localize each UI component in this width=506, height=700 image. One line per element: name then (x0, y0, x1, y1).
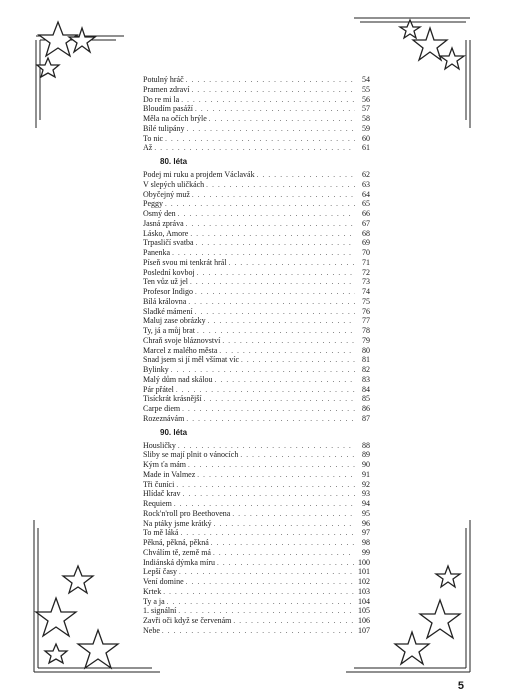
toc-entry (143, 597, 370, 607)
toc-page: 75 (362, 296, 370, 306)
toc-page: 77 (362, 316, 370, 326)
toc-entry (143, 209, 370, 219)
toc-title: Rozeznávám (143, 413, 185, 423)
toc-title: Pár přátel (143, 384, 174, 394)
toc-title: Rock'n'roll pro Beethovena (143, 508, 231, 518)
toc-entry (143, 489, 370, 499)
toc-entry (143, 180, 370, 190)
dot-leader (195, 105, 355, 115)
toc-title: Malý dům nad skálou (143, 374, 213, 384)
toc-entry (143, 277, 370, 287)
dot-leader (215, 376, 355, 386)
toc-title: Chraň svoje bláznovství (143, 335, 221, 345)
dot-leader (209, 115, 355, 125)
toc-title: To nic (143, 133, 164, 143)
toc-title: Trpasličí svatba (143, 238, 194, 248)
toc-page: 96 (362, 518, 370, 528)
toc-page: 79 (362, 335, 370, 345)
toc-title: Obyčejný muž (143, 189, 190, 199)
toc-title: Panenka (143, 248, 171, 257)
dot-leader (213, 549, 355, 559)
dot-leader (186, 76, 355, 86)
toc-entry (143, 460, 370, 470)
toc-page: 86 (362, 404, 370, 413)
toc-entry (143, 199, 370, 209)
dot-leader (195, 308, 355, 318)
toc-title: Až (143, 143, 153, 153)
dot-leader (241, 356, 355, 366)
toc-entry (143, 394, 370, 404)
toc-entry (143, 346, 370, 356)
toc-title: Sladké mámení (143, 306, 193, 316)
toc-entry (143, 326, 370, 336)
dot-leader (240, 451, 355, 461)
toc-title: Podej mi ruku a projdem Václavák (143, 170, 255, 179)
toc-page: 68 (362, 228, 370, 238)
dot-leader (186, 220, 355, 230)
dot-leader (188, 298, 355, 308)
toc-title: Zavři oči když se červenám (143, 616, 232, 625)
toc-entry (143, 75, 370, 85)
dot-leader (257, 171, 355, 181)
dot-leader (191, 86, 355, 96)
toc-title: Vení domine (143, 577, 184, 586)
toc-title: Sliby se mají plnit o vánocích (143, 450, 239, 460)
toc-page: 90 (362, 460, 370, 469)
toc-page: 105 (358, 606, 370, 616)
toc-page: 100 (358, 557, 370, 567)
toc-title: Bílá královna (143, 296, 187, 306)
toc-page: 80 (362, 345, 370, 355)
toc-entry (143, 258, 370, 268)
toc-title: Píseň svou mi tenkrát hrál (143, 257, 227, 267)
toc-entry (143, 509, 370, 519)
toc-entry (143, 85, 370, 95)
toc-title: Na ptáky jsme krátký (143, 518, 212, 528)
toc-title: Peggy (143, 199, 163, 209)
toc-page: 72 (362, 267, 370, 277)
toc-entry (143, 616, 370, 626)
toc-page: 74 (362, 287, 370, 296)
toc-page: 94 (362, 499, 370, 508)
toc-page: 71 (362, 257, 370, 267)
dot-leader (176, 386, 355, 396)
toc-entry (143, 238, 370, 248)
dot-leader (219, 347, 355, 357)
toc-title: Chválím tě, země má (143, 547, 211, 557)
toc-page: 88 (362, 440, 370, 450)
toc-page: 69 (362, 238, 370, 248)
toc-title: Requiem (143, 499, 172, 508)
toc-page: 59 (362, 123, 370, 133)
toc-page: 60 (362, 133, 370, 143)
dot-leader (181, 96, 355, 106)
toc-entry (143, 124, 370, 134)
toc-entry (143, 219, 370, 229)
toc-page: 97 (362, 528, 370, 538)
dot-leader (162, 627, 355, 637)
toc-page: 57 (362, 104, 370, 114)
toc-title: To mě láká (143, 528, 179, 538)
toc-title: Pěkná, pěkná, pěkná (143, 538, 209, 547)
toc-title: Poslední kovboj (143, 267, 195, 277)
toc-entry (143, 287, 370, 297)
toc-title: Pramen zdraví (143, 84, 190, 94)
toc-title: Kým ťa mám (143, 460, 186, 469)
dot-leader (183, 490, 355, 500)
toc-entry (143, 114, 370, 124)
dot-leader (176, 481, 355, 491)
toc-title: Potulný hráč (143, 75, 184, 84)
dot-leader (208, 317, 355, 327)
dot-leader (182, 405, 355, 415)
toc-entry (143, 470, 370, 480)
toc-title: Jasná zpráva (143, 218, 184, 228)
section-heading-90s: 90. léta (160, 427, 188, 437)
toc-page: 101 (358, 567, 370, 577)
dot-leader (195, 288, 355, 298)
toc-title: V slepých uličkách (143, 179, 205, 189)
toc-entry (143, 297, 370, 307)
toc-entry (143, 404, 370, 414)
toc-entry (143, 355, 370, 365)
toc-page: 65 (362, 199, 370, 209)
toc-page: 83 (362, 374, 370, 384)
toc-title: Snad jsem si jí měl všímat víc (143, 355, 239, 365)
toc-page: 62 (362, 170, 370, 179)
toc-title: 1. signální (143, 606, 177, 616)
toc-page: 55 (362, 84, 370, 94)
toc-entry (143, 558, 370, 568)
toc-title: Tisíckrát krásnější (143, 394, 202, 404)
toc-page: 92 (362, 479, 370, 489)
toc-title: Osmý den (143, 209, 176, 218)
toc-title: Marcel z malého města (143, 345, 218, 355)
toc-list-80s (143, 170, 370, 424)
toc-entry (143, 248, 370, 258)
dot-leader (233, 617, 355, 627)
toc-page: 106 (358, 616, 370, 625)
toc-entry (143, 499, 370, 509)
toc-page: 81 (362, 355, 370, 365)
dot-leader (165, 200, 355, 210)
toc-page: 98 (362, 538, 370, 547)
toc-entry (143, 567, 370, 577)
toc-title: Profesor Indigo (143, 287, 193, 296)
dot-leader (165, 135, 355, 145)
toc-page: 64 (362, 189, 370, 199)
toc-entry (143, 268, 370, 278)
toc-page: 84 (362, 384, 370, 394)
dot-leader (211, 539, 355, 549)
dot-leader (186, 578, 355, 588)
toc-page: 82 (362, 365, 370, 374)
toc-title: Tři čuníci (143, 479, 175, 489)
toc-page: 107 (358, 625, 370, 635)
toc-entry (143, 587, 370, 597)
toc-page: 73 (362, 277, 370, 287)
dot-leader (186, 415, 355, 425)
toc-title: Měla na očích brýle (143, 114, 207, 123)
toc-list-90s (143, 441, 370, 636)
toc-entry (143, 480, 370, 490)
toc-title: Do re mi la (143, 94, 180, 104)
toc-entry (143, 548, 370, 558)
toc-page: 58 (362, 114, 370, 123)
toc-entry (143, 441, 370, 451)
toc-title: Bylinky (143, 365, 169, 374)
toc-page: 91 (362, 469, 370, 479)
toc-entry (143, 134, 370, 144)
toc-entry (143, 606, 370, 616)
toc-page: 102 (358, 577, 370, 586)
toc-title: Ty a ja (143, 596, 165, 606)
toc-title: Carpe diem (143, 404, 181, 413)
toc-title: Bloudím pasáží (143, 104, 193, 114)
toc-page: 103 (358, 586, 370, 596)
dot-leader (197, 471, 355, 481)
toc-page: 95 (362, 508, 370, 518)
toc-entry (143, 190, 370, 200)
toc-title: Hlídač krav (143, 489, 181, 499)
toc-title: Indiánská dýmka míru (143, 557, 215, 567)
dot-leader (222, 337, 355, 347)
toc-page: 99 (362, 547, 370, 557)
toc-entry (143, 538, 370, 548)
toc-page: 56 (362, 94, 370, 104)
toc-page: 93 (362, 489, 370, 499)
dot-leader (190, 230, 355, 240)
dot-leader (229, 259, 355, 269)
toc-title: Housličky (143, 440, 176, 450)
page-number: 5 (457, 680, 464, 692)
dot-leader (187, 125, 355, 135)
toc-page: 85 (362, 394, 370, 404)
toc-entry (143, 104, 370, 114)
dot-leader (196, 239, 355, 249)
toc-page: 76 (362, 306, 370, 316)
toc-title: Maluj zase obrázky (143, 316, 206, 326)
toc-page: 89 (362, 450, 370, 460)
dot-leader (217, 559, 355, 569)
toc-entry (143, 307, 370, 317)
toc-entry (143, 626, 370, 636)
toc-entry (143, 577, 370, 587)
toc-entry (143, 519, 370, 529)
toc-title: Made in Valmez (143, 469, 196, 479)
toc-page: 66 (362, 209, 370, 218)
toc-title: Ty, já a můj brat (143, 326, 196, 335)
toc-page: 61 (362, 143, 370, 153)
dot-leader (179, 568, 355, 578)
toc-entry (143, 229, 370, 239)
toc-title: Krtek (143, 586, 162, 596)
toc-entry (143, 170, 370, 180)
dot-leader (192, 191, 355, 201)
dot-leader (197, 269, 355, 279)
dot-leader (206, 181, 355, 191)
dot-leader (188, 461, 355, 471)
toc-entry (143, 95, 370, 105)
toc-title: Ten vůz už jel (143, 277, 188, 287)
toc-page: 70 (362, 248, 370, 257)
toc-page: 63 (362, 179, 370, 189)
toc-title: Nebe (143, 625, 160, 635)
toc-entry (143, 528, 370, 538)
toc-entry (143, 316, 370, 326)
toc-entry (143, 385, 370, 395)
toc-entry (143, 143, 370, 153)
dot-leader (232, 510, 355, 520)
toc-entry (143, 450, 370, 460)
toc-title: Lepší časy (143, 567, 177, 577)
dot-leader (167, 598, 355, 608)
toc-entry (143, 414, 370, 424)
toc-page: 78 (362, 326, 370, 335)
toc-entry (143, 365, 370, 375)
toc-page: 67 (362, 218, 370, 228)
section-heading-80s: 80. léta (160, 157, 188, 166)
toc-title: Bílé tulipány (143, 123, 185, 133)
toc-title: Lásko, Amore (143, 228, 189, 238)
dot-leader (178, 210, 355, 220)
toc-entry (143, 375, 370, 385)
toc-page: 87 (362, 413, 370, 423)
dot-leader (163, 588, 355, 598)
toc-entry (143, 336, 370, 346)
dot-leader (214, 520, 355, 530)
dot-leader (204, 395, 355, 405)
dot-leader (190, 278, 355, 288)
toc-page: 104 (358, 596, 370, 606)
toc-page: 54 (362, 75, 370, 84)
toc-top-list (143, 75, 370, 153)
dot-leader (197, 327, 355, 337)
table-of-contents (143, 75, 370, 636)
